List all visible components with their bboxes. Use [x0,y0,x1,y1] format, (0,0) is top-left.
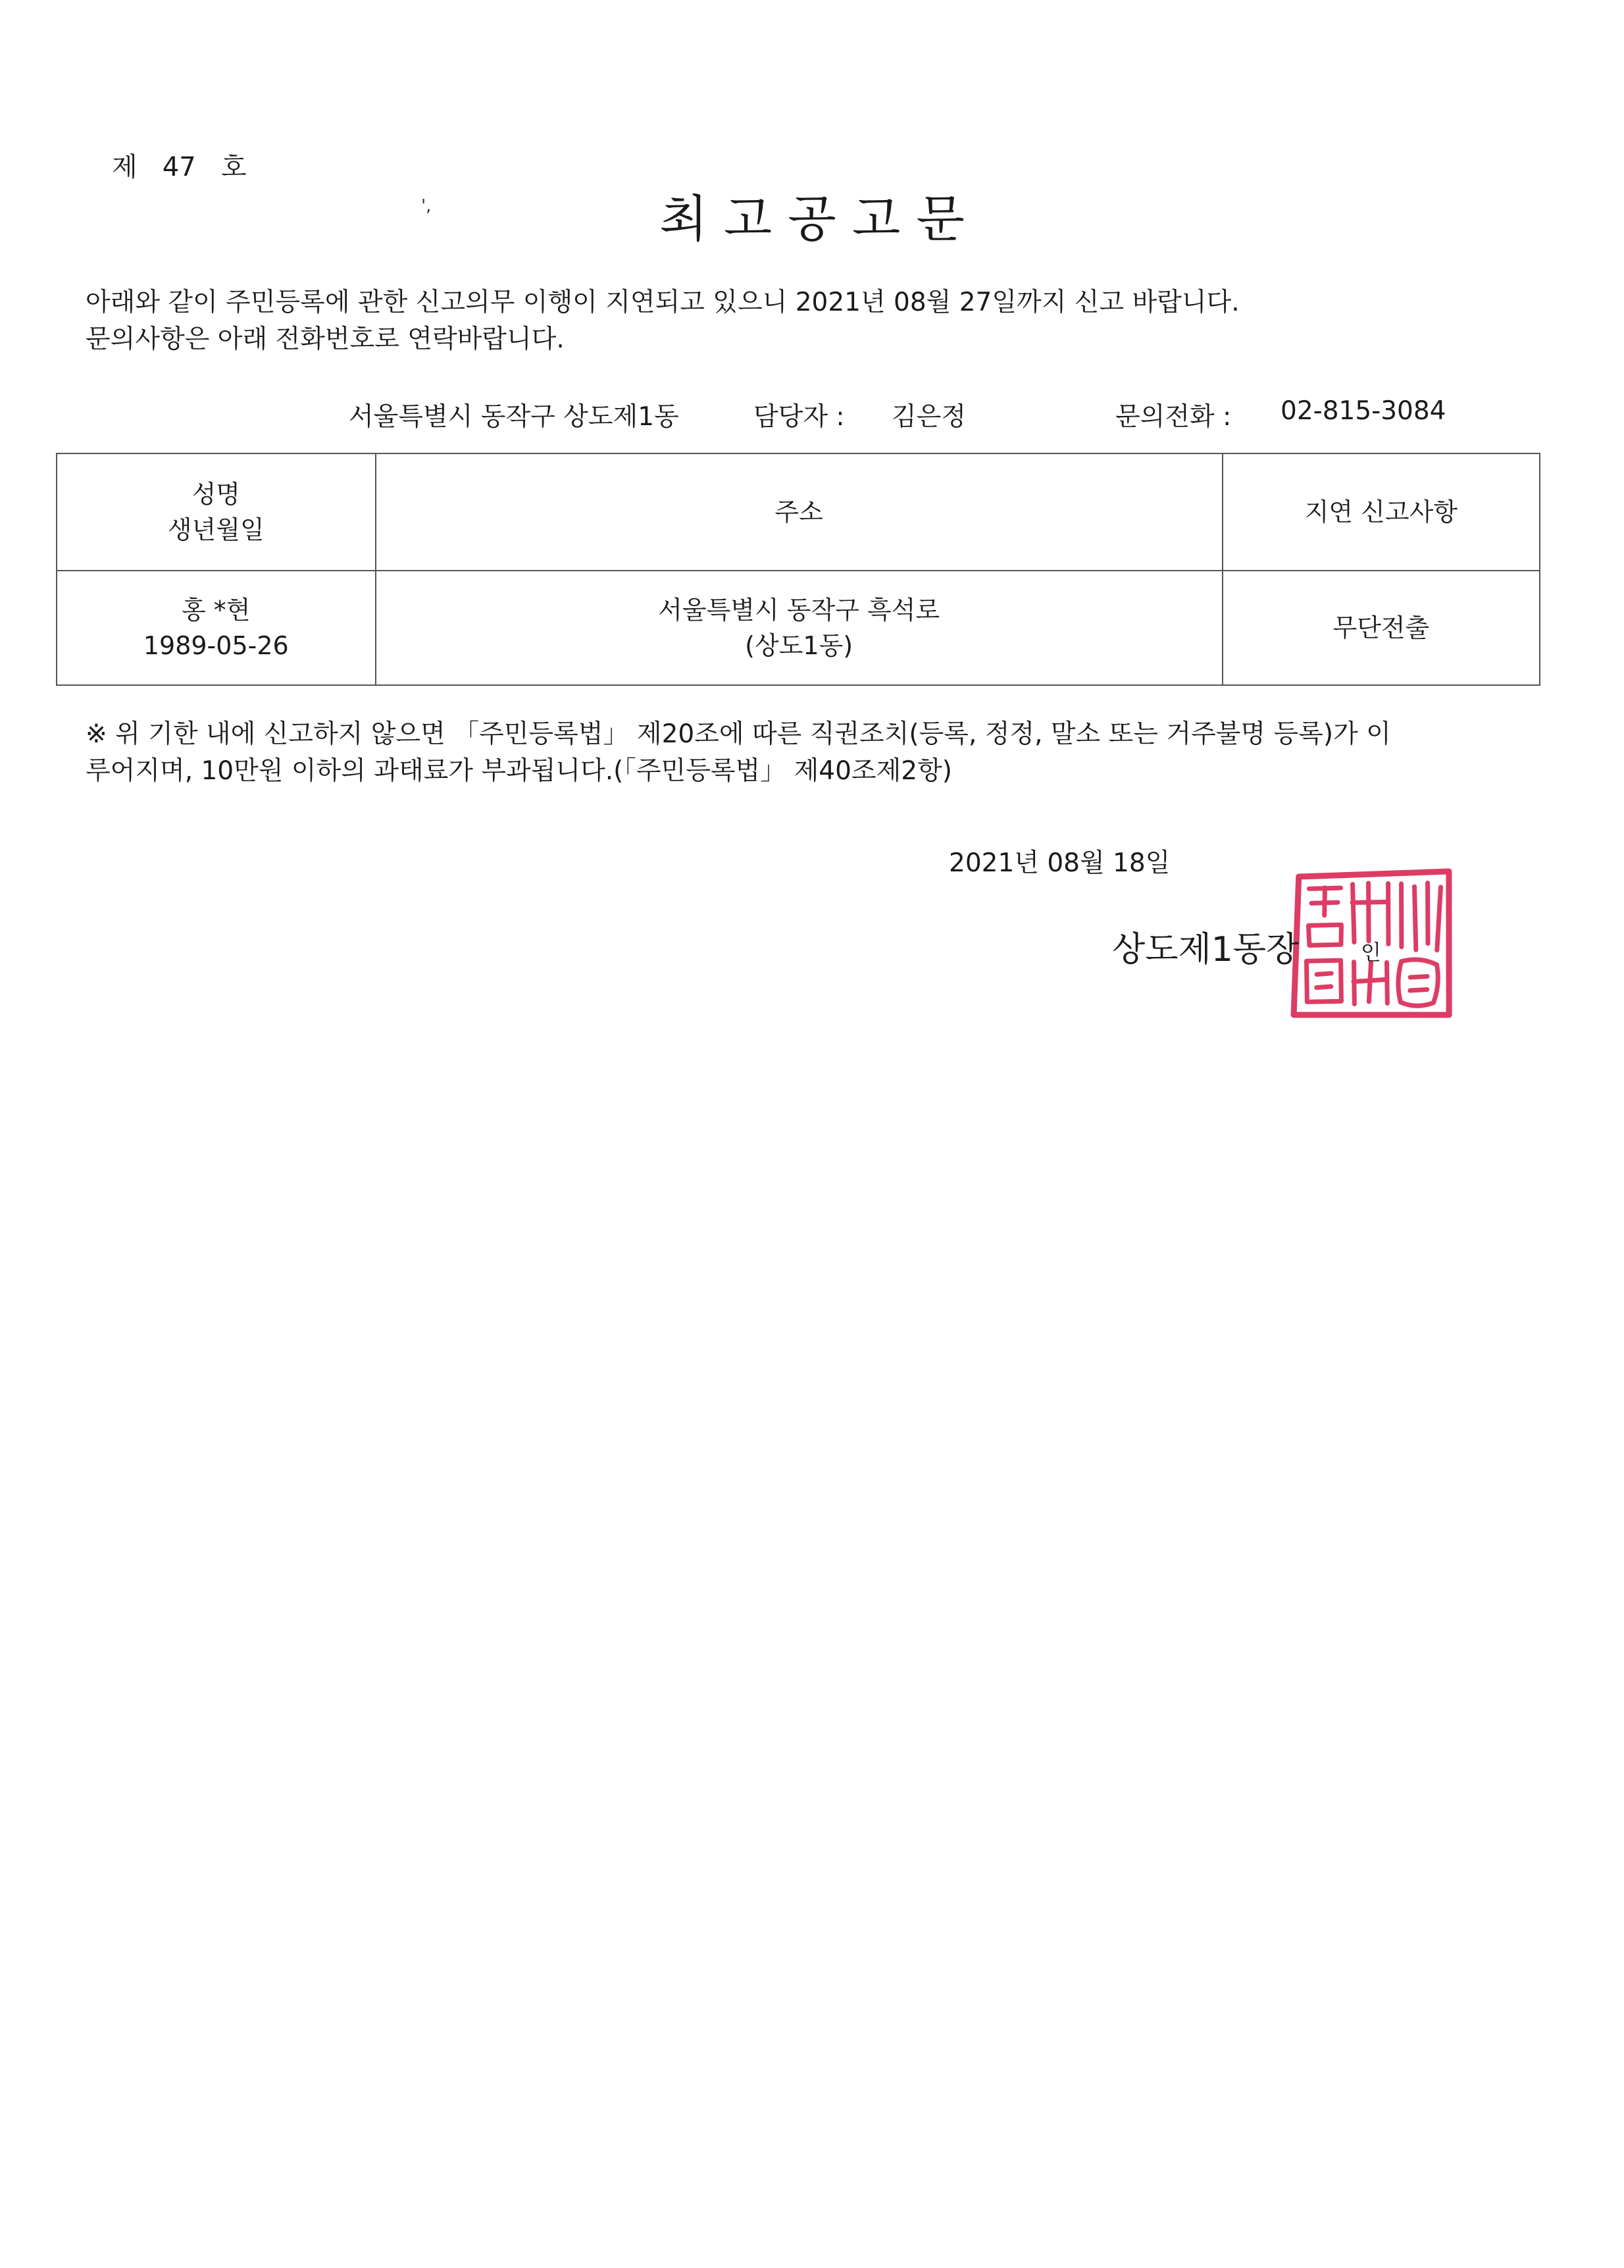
header-birth: 생년월일 [167,515,265,544]
table-row [57,571,1540,685]
cell-name-birth [57,571,376,685]
cell-address-line-1: 서울특별시 동작구 흑석로 [658,596,940,625]
document-number: 제 47 호 [112,152,247,182]
cell-address-line-2: (상도1동) [745,631,853,660]
cell-issue: 무단전출 [1223,571,1540,685]
notice-table [56,453,1540,686]
signer-title: 상도제1동장 [1112,930,1300,969]
intro-line-2: 문의사항은 아래 전화번호로 연락바랍니다. [86,324,565,354]
header-name-birth [57,453,376,571]
contact-phone-label: 문의전화 : [1115,402,1232,432]
issue-date: 2021년 08월 18일 [949,848,1171,878]
contact-manager-name: 김은정 [892,402,967,432]
seal-mark-label: 인 [1361,940,1381,965]
legal-note [86,716,1391,790]
cell-name: 홍 *현 [182,596,251,625]
document-title: 최 고 공 고 문 [659,190,965,248]
note-line-1: ※ 위 기한 내에 신고하지 않으면 「주민등록법」 제20조에 따른 직권조치(등록, 정정, 말소 또는 거주불명 등록)가 이 [86,719,1391,749]
stray-mark: ', [421,196,432,216]
contact-phone: 02-815-3084 [1281,396,1446,426]
contact-office: 서울특별시 동작구 상도제1동 [349,402,679,432]
contact-manager-label: 담당자 : [753,402,845,432]
intro-paragraph [86,284,1240,358]
header-issue: 지연 신고사항 [1223,453,1540,571]
table-header-row [57,453,1540,571]
intro-line-1: 아래와 같이 주민등록에 관한 신고의무 이행이 지연되고 있으니 2021년 08월 27일까지 신고 바랍니다. [86,288,1240,317]
header-address: 주소 [376,453,1223,571]
cell-address [376,571,1223,685]
cell-birth: 1989-05-26 [143,631,289,660]
header-name: 성명 [191,480,240,509]
note-line-2: 루어지며, 10만원 이하의 과태료가 부과됩니다.(「주민등록법」 제40조제2항) [86,756,952,786]
